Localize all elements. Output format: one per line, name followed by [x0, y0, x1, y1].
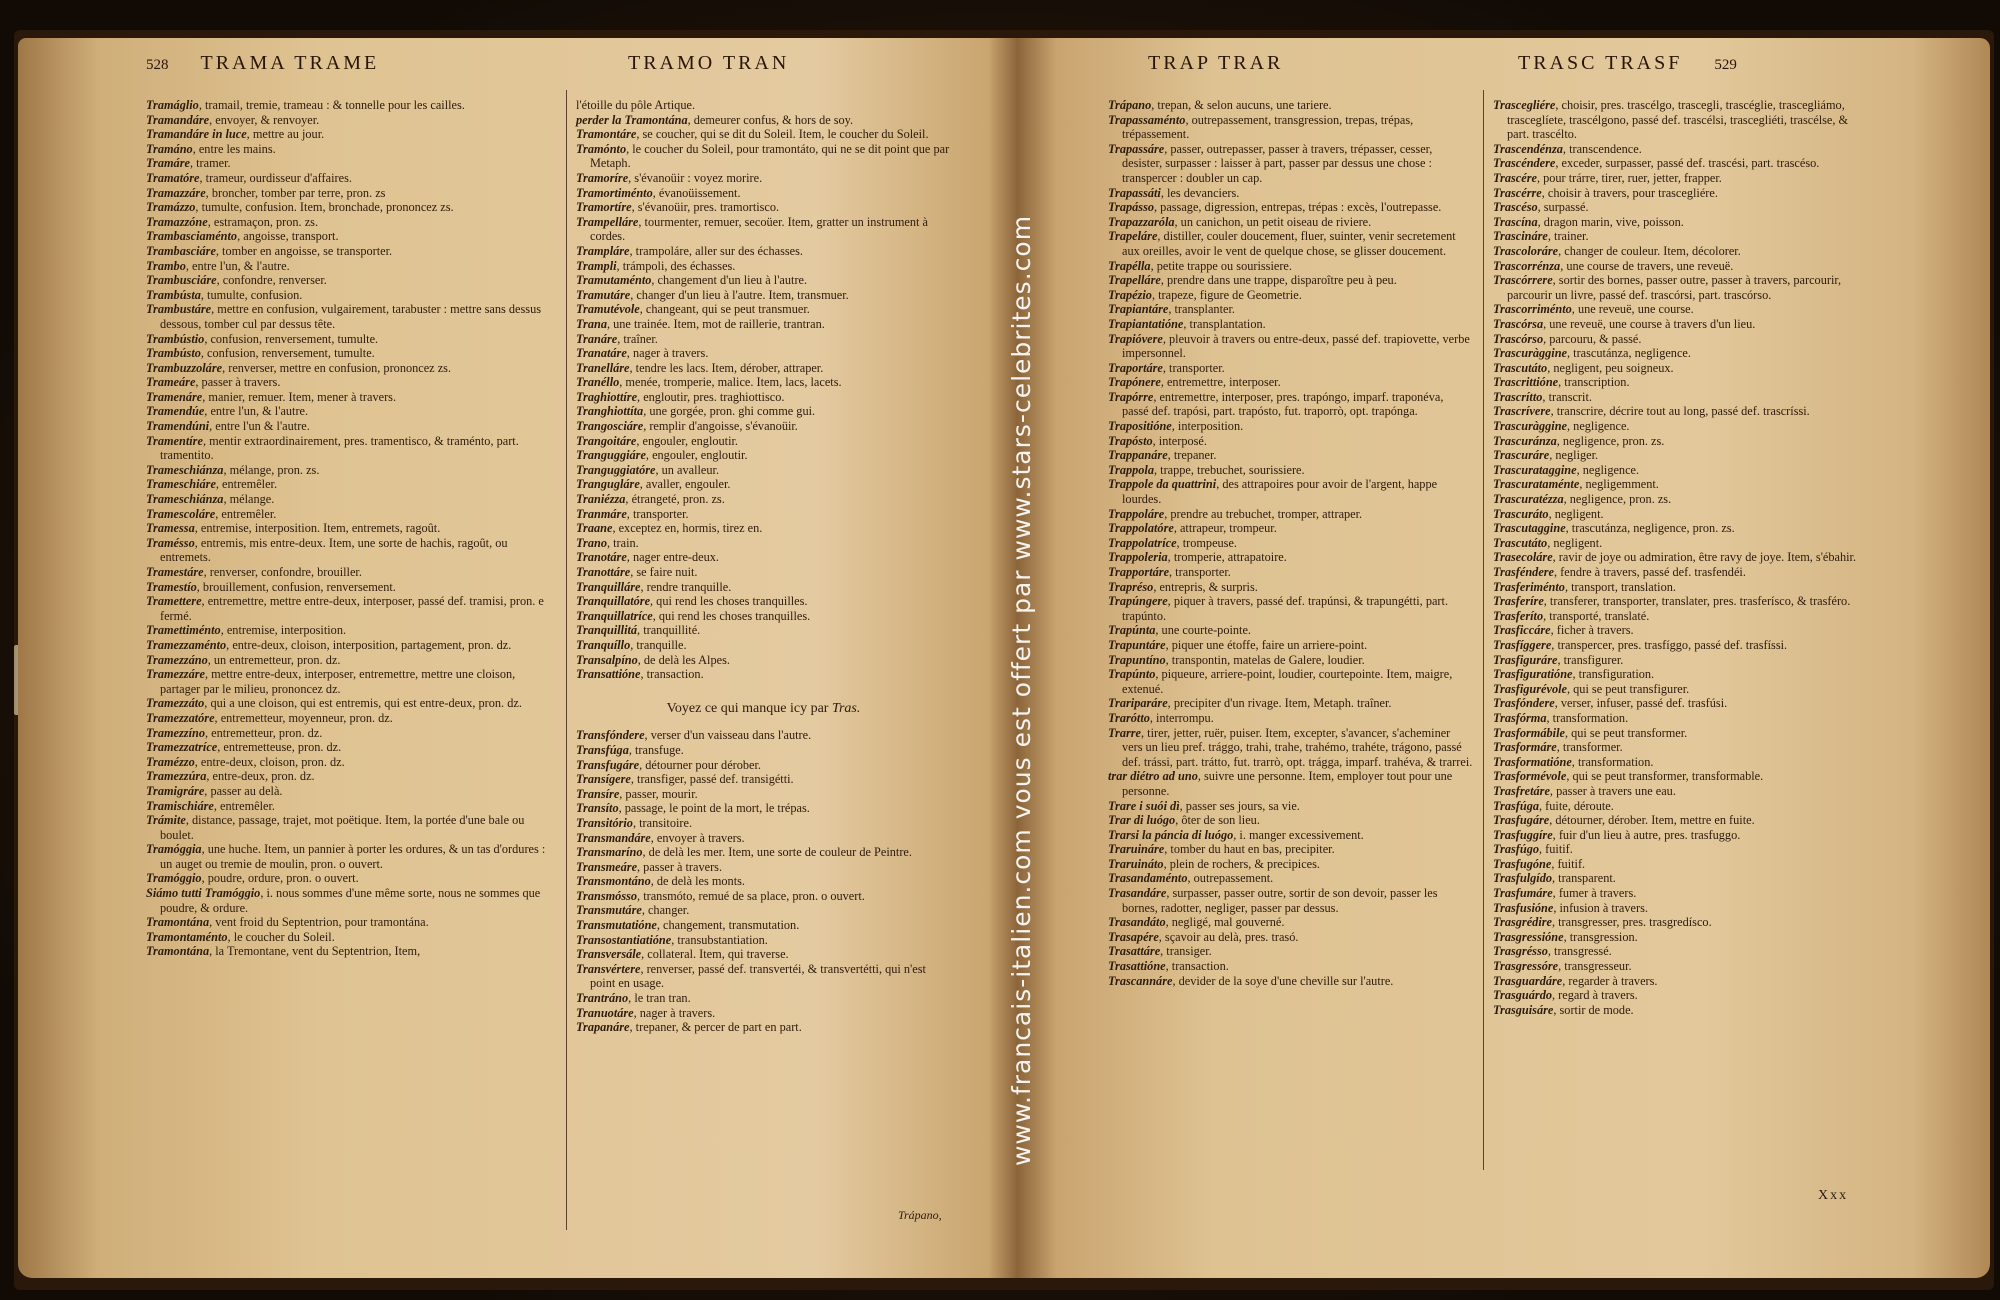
dictionary-entry: Trascutáto, negligent.	[1493, 535, 1603, 550]
dictionary-entry: Trascuràggine, negligence.	[1493, 419, 1630, 434]
dictionary-entry: Trapióvere, pleuvoir à travers ou entre-deux, passé def. trapiovette, verbe impersonnel.	[1108, 331, 1470, 361]
catchword: Trápano,	[898, 1208, 942, 1222]
dictionary-entry: Trasformévole, qui se peut transformer, transformable.	[1493, 769, 1764, 784]
dictionary-entry: Trapórre, entremettre, interposer, pres. trapóngo, imparf. traponéva, passé def. trapósi, part. trapósto, fut. traporrò, opt. trapónga.	[1108, 389, 1444, 419]
dictionary-entry: Tramontána, la Tremontane, vent du Septentrion, Item,	[146, 944, 421, 959]
dictionary-entry: Trascuràggine, trascutánza, negligence.	[1493, 346, 1691, 361]
right-running-head-2: TRASC TRASF	[1518, 52, 1683, 74]
dictionary-entry: Tramazzóne, estramaçon, pron. zs.	[146, 214, 319, 229]
left-page	[18, 38, 1018, 1278]
dictionary-entry: Trampelláre, tourmenter, remuer, secoüer. Item, gratter un instrument à cordes.	[576, 214, 928, 244]
dictionary-entry: Trascérre, choisir à travers, pour trascegliére.	[1493, 185, 1718, 200]
dictionary-entry: Tramáre, tramer.	[146, 156, 231, 171]
dictionary-entry: Trappoláre, prendre au trebuchet, tromper, attraper.	[1108, 506, 1363, 521]
left-col2-entries-bottom	[576, 728, 951, 1034]
dictionary-entry: Tranquilláre, rendre tranquille.	[576, 579, 732, 594]
right-page	[1018, 38, 1990, 1278]
dictionary-entry: Transitório, transitoire.	[576, 815, 693, 830]
dictionary-entry: Trasfretáre, passer à travers une eau.	[1493, 783, 1676, 798]
dictionary-entry: Trapónere, entremettre, interposer.	[1108, 375, 1281, 390]
dictionary-entry: Trasféndere, fendre à travers, passé def. trasfendéi.	[1493, 565, 1746, 579]
dictionary-entry: Trapportáre, transporter.	[1108, 565, 1231, 579]
dictionary-entry: Tranuotáre, nager à travers.	[576, 1005, 716, 1020]
dictionary-entry: Trare i suói dì, passer ses jours, sa vie.	[1108, 798, 1300, 813]
left-page-column-2	[576, 98, 951, 1035]
right-page-header-1	[1148, 52, 1283, 75]
dictionary-entry: Traghiottíre, engloutir, pres. traghiottisco.	[576, 389, 785, 404]
dictionary-entry: Tranáre, traîner.	[576, 331, 658, 346]
dictionary-entry: Trappoleria, tromperie, attrapatoire.	[1108, 550, 1287, 565]
dictionary-entry: Tramischiáre, entremêler.	[146, 798, 275, 813]
dictionary-entry: Trapositióne, interposition.	[1108, 419, 1244, 434]
dictionary-entry: Trascoloráre, changer de couleur. Item, décolorer.	[1493, 243, 1741, 258]
dictionary-entry: Trasgrédire, transgresser, pres. trasgredísco.	[1493, 915, 1712, 930]
dictionary-entry: Tramóggio, poudre, ordure, pron. o ouvert.	[146, 871, 359, 886]
dictionary-entry: Trambustáre, mettre en confusion, vulgairement, tarabuster : mettre sans dessus dessous, tomber cul par dessus tête.	[146, 302, 542, 331]
dictionary-entry: Trascéso, surpassé.	[1493, 200, 1589, 215]
dictionary-entry: Tramontáre, se coucher, qui se dit du Soleil. Item, le coucher du Soleil.	[576, 127, 929, 142]
dictionary-entry: Tranquíllo, tranquille.	[576, 637, 687, 652]
dictionary-entry: Trascannáre, devider de la soye d'une cheville sur l'autre.	[1108, 973, 1394, 988]
dictionary-entry: Trappola, trappe, trebuchet, sourissiere.	[1108, 462, 1305, 477]
dictionary-entry: Trápano, trepan, & selon aucuns, une tariere.	[1108, 98, 1332, 112]
dictionary-entry: Trarre, tirer, jetter, ruër, puiser. Item, excepter, s'avancer, s'acheminer vers un lieu pref. trággo, trahi, trahe, trahémo, trahéte, trágono, passé def. trássi, part. trátto, fut. trarrò, opt. trágga, imparf. trahéva, & trarrei.	[1108, 725, 1473, 769]
dictionary-entry: Trascorrénza, une course de travers, une reveuë.	[1493, 258, 1734, 273]
dictionary-entry: Tramenáre, manier, remuer. Item, mener à travers.	[146, 389, 397, 404]
dictionary-entry: Tramazzáre, broncher, tomber par terre, pron. zs	[146, 185, 386, 200]
dictionary-entry: Trapuntáre, piquer une étoffe, faire un arriere-point.	[1108, 637, 1368, 652]
dictionary-entry: Trascórsa, une reveuë, une course à travers d'un lieu.	[1493, 316, 1756, 331]
dictionary-entry: Trascurataggine, negligence.	[1493, 462, 1640, 477]
dictionary-entry: Tramestío, brouillement, confusion, renversement.	[146, 579, 396, 594]
left-page-header-2	[628, 52, 789, 75]
dictionary-entry: Tramettere, entremettre, mettre entre-deux, interposer, passé def. tramisi, pron. e fermé.	[146, 594, 544, 623]
dictionary-entry: Trascuránza, negligence, pron. zs.	[1493, 433, 1665, 448]
dictionary-entry: Trasandáto, negligé, mal gouverné.	[1108, 915, 1285, 930]
dictionary-entry: Trascorriménto, une reveuë, une course.	[1493, 302, 1694, 317]
dictionary-entry: Trapiantáre, transplanter.	[1108, 302, 1235, 317]
dictionary-entry: Tranatáre, nager à travers.	[576, 346, 709, 361]
dictionary-entry: Trampli, trámpoli, des échasses.	[576, 258, 736, 273]
dictionary-entry: Trangugláre, avaller, engouler.	[576, 477, 731, 492]
dictionary-entry: Siámo tutti Tramóggio, i. nous sommes d'une même sorte, nous ne sommes que poudre, & ordure.	[146, 886, 541, 915]
left-page-number: 528	[146, 57, 169, 73]
dictionary-entry: Trapassaménto, outrepassement, transgression, trepas, trépas, trépassement.	[1108, 112, 1414, 142]
dictionary-entry: Transmutáre, changer.	[576, 903, 690, 918]
dictionary-entry: Tramescoláre, entremêler.	[146, 506, 277, 521]
dictionary-entry: Trar di luógo, ôter de son lieu.	[1108, 813, 1260, 828]
dictionary-entry: Trasandaménto, outrepassement.	[1108, 871, 1274, 886]
dictionary-entry: Trarsi la páncia di luógo, i. manger excessivement.	[1108, 827, 1364, 842]
dictionary-entry: Tranmáre, transporter.	[576, 506, 689, 521]
dictionary-entry: Tramendúni, entre l'un & l'autre.	[146, 419, 310, 434]
column-rule	[1483, 90, 1484, 1170]
dictionary-entry: Trapassáti, les devanciers.	[1108, 185, 1240, 200]
dictionary-entry: Tramigráre, passer au delà.	[146, 783, 283, 798]
dictionary-entry: perder la Tramontána, demeurer confus, & hors de soy.	[576, 112, 854, 127]
dictionary-entry: Transostantiatióne, transubstantiation.	[576, 932, 768, 947]
dictionary-entry: Tramoríre, s'évanoüir : voyez morire.	[576, 170, 763, 185]
dictionary-entry: Trana, une trainée. Item, mot de raillerie, trantran.	[576, 316, 825, 331]
dictionary-entry: Transmaríno, de delà les mer. Item, une sorte de couleur de Peintre.	[576, 845, 912, 860]
dictionary-entry: Trantráno, le tran tran.	[576, 991, 691, 1006]
dictionary-entry: Trapassáre, passer, outrepasser, passer à travers, trépasser, cesser, desister, surpasser : laisser à part, passer par dessus une chose : transpercer : doubler un cap.	[1108, 141, 1433, 185]
dictionary-entry: Tramandáre, envoyer, & renvoyer.	[146, 112, 320, 127]
dictionary-entry: Trappolatríce, trompeuse.	[1108, 535, 1237, 550]
dictionary-entry: Trasfuggíre, fuir d'un lieu à autre, pres. trasfuggo.	[1493, 827, 1741, 842]
dictionary-entry: Tramezzíno, entremetteur, pron. dz.	[146, 725, 323, 740]
dictionary-entry: Trasformatióne, transformation.	[1493, 754, 1654, 769]
dictionary-entry: Trascórrere, sortir des bornes, passer outre, passer à travers, parcourir, parcourir un livre, passé def. trascórsi, part. trascórso.	[1493, 273, 1842, 302]
dictionary-entry: Tramóggia, une huche. Item, un pannier à porter les ordures, & un tas d'ordures : un auget ou tremie de moulin, pron. o ouvert.	[146, 842, 546, 871]
dictionary-entry: Tranguggiatóre, un avalleur.	[576, 462, 720, 477]
dictionary-entry: Transalpíno, de delà les Alpes.	[576, 652, 730, 667]
dictionary-entry: Tramortiménto, évanoüissement.	[576, 185, 741, 200]
dictionary-entry: Trapiantatióne, transplantation.	[1108, 316, 1266, 331]
dictionary-entry: Trascére, pour trárre, tirer, ruer, jetter, frapper.	[1493, 170, 1722, 185]
dictionary-entry: Transmeáre, passer à travers.	[576, 859, 723, 874]
dictionary-entry: Trambústo, confusion, renversement, tumulte.	[146, 346, 375, 361]
dictionary-entry: Tramandáre in luce, mettre au jour.	[146, 127, 325, 142]
dictionary-entry: Trano, train.	[576, 535, 639, 550]
dictionary-entry: Tramezzáno, un entremetteur, pron. dz.	[146, 652, 341, 667]
dictionary-entry: Trasferíre, transferer, transporter, translater, pres. trasferísco, & trasféro.	[1493, 594, 1851, 609]
dictionary-entry: Trambasciaménto, angoisse, transport.	[146, 229, 339, 244]
dictionary-entry: Trapelláre, prendre dans une trappe, disparoître peu à peu.	[1108, 273, 1397, 288]
dictionary-entry: Trappole da quattrini, des attrapoires pour avoir de l'argent, happe lourdes.	[1108, 477, 1438, 507]
dictionary-entry: Tramónto, le coucher du Soleil, pour tramontáto, qui ne se dit point que par Metaph.	[576, 141, 950, 171]
dictionary-entry: Transmontáno, de delà les monts.	[576, 874, 745, 889]
dictionary-entry: Trasfusióne, infusion à travers.	[1493, 900, 1648, 915]
dictionary-entry: Tramutáre, changer d'un lieu à l'autre. Item, transmuer.	[576, 287, 849, 302]
dictionary-entry: Trasfugóne, fuitif.	[1493, 856, 1586, 871]
dictionary-entry: Trangoitáre, engouler, engloutir.	[576, 433, 738, 448]
dictionary-entry: Trascrítto, transcrit.	[1493, 389, 1592, 404]
dictionary-entry: Trasattióne, transaction.	[1108, 959, 1229, 974]
dictionary-entry: Transíto, passage, le point de la mort, le trépas.	[576, 801, 810, 816]
dictionary-entry: Tramutaménto, changement d'un lieu à l'autre.	[576, 273, 808, 288]
dictionary-entry: Tramáno, entre les mains.	[146, 141, 276, 156]
left-running-head-1: TRAMA TRAME	[200, 52, 380, 74]
dictionary-entry: Tramezzaménto, entre-deux, cloison, interposition, partagement, pron. dz.	[146, 637, 512, 652]
dictionary-entry: Transmósso, transmóto, remué de sa place, pron. o ouvert.	[576, 888, 865, 903]
dictionary-entry: Trariparáre, precipiter d'un rivage. Item, Metaph. traîner.	[1108, 696, 1392, 711]
dictionary-entry: Trapúnto, piqueure, arriere-point, loudier, courtepointe. Item, maigre, extenué.	[1108, 667, 1453, 696]
right-page-column-2	[1493, 98, 1868, 1017]
dictionary-entry: Tramezzúra, entre-deux, pron. dz.	[146, 769, 315, 784]
dictionary-entry: Trasfigurévole, qui se peut transfigurer.	[1493, 681, 1690, 696]
column-rule	[566, 90, 567, 1230]
dictionary-entry: Tranghiottíta, une gorgée, pron. ghi comme gui.	[576, 404, 816, 419]
dictionary-entry: Trasgressóre, transgresseur.	[1493, 959, 1632, 974]
dictionary-entry: Trasferiménto, transport, translation.	[1493, 579, 1676, 594]
dictionary-entry: Trasfiguráre, transfigurer.	[1493, 652, 1624, 667]
dictionary-entry: Trascegliére, choisir, pres. trascélgo, trascegli, trascéglie, trascegliámo, trasceglíete, trascélgono, passé def. trascélsi, trascegliéti, trascélse, & part. trascélto.	[1493, 98, 1849, 142]
dictionary-entry: Tranéllo, menée, tromperie, malice. Item, lacs, lacets.	[576, 375, 842, 390]
dictionary-entry: Trasgrésso, transgressé.	[1493, 944, 1612, 959]
dictionary-entry: Trambusciáre, confondre, renverser.	[146, 273, 327, 288]
dictionary-entry: Trasfúga, fuite, déroute.	[1493, 798, 1614, 813]
dictionary-entry: Trasfúgo, fuitif.	[1493, 842, 1573, 857]
dictionary-entry: Trasformábile, qui se peut transformer.	[1493, 725, 1688, 740]
dictionary-entry: Trapúnta, une courte-pointe.	[1108, 623, 1251, 638]
dictionary-entry: Trascináre, trainer.	[1493, 229, 1589, 244]
dictionary-entry: Trascrittióne, transcription.	[1493, 375, 1630, 390]
dictionary-entry: Tranguggiáre, engouler, engloutir.	[576, 448, 748, 463]
dictionary-entry: Tramázzo, tumulte, confusion. Item, bronchade, prononcez zs.	[146, 200, 454, 215]
dictionary-entry: Transfúga, transfuge.	[576, 742, 684, 757]
dictionary-entry: Trascína, dragon marin, vive, poisson.	[1493, 214, 1684, 229]
dictionary-entry: Trasfóndere, verser, infuser, passé def. trasfúsi.	[1493, 696, 1728, 711]
dictionary-entry: Traportáre, transporter.	[1108, 360, 1225, 375]
dictionary-entry: Trapósto, interposé.	[1108, 433, 1207, 448]
dictionary-entry: Trasguárdo, regard à travers.	[1493, 988, 1638, 1003]
dictionary-entry: Trapásso, passage, digression, entrepas, trépas : excès, l'outrepasse.	[1108, 200, 1442, 215]
dictionary-entry: Transmutatióne, changement, transmutation.	[576, 918, 800, 933]
dictionary-entry: Tramézzo, entre-deux, cloison, pron. dz.	[146, 754, 345, 769]
dictionary-entry: Tramettiménto, entremise, interposition.	[146, 623, 347, 638]
dictionary-entry: Tramontána, vent froid du Septentrion, pour tramontána.	[146, 915, 429, 930]
dictionary-entry: Traane, exceptez en, hormis, tirez en.	[576, 521, 763, 536]
right-page-column-1	[1108, 98, 1473, 988]
dictionary-entry: Trascuráto, negligent.	[1493, 506, 1604, 521]
dictionary-entry: Trappolatóre, attrapeur, trompeur.	[1108, 521, 1277, 536]
dictionary-entry: Trasgressióne, transgression.	[1493, 929, 1638, 944]
dictionary-entry: Trampláre, trampoláre, aller sur des échasses.	[576, 243, 803, 258]
right-page-header-2	[1518, 52, 1737, 75]
dictionary-entry: Tramendúe, entre l'un, & l'autre.	[146, 404, 309, 419]
dictionary-entry: Trameschiánza, mélange.	[146, 492, 275, 507]
dictionary-entry: Transvértere, renverser, passé def. transvertéi, & transvertétti, qui n'est point en usage.	[576, 961, 926, 991]
dictionary-entry: Trascéndere, exceder, surpasser, passé def. trascési, part. trascéso.	[1493, 156, 1820, 171]
dictionary-entry: Traruináre, tomber du haut en bas, precipiter.	[1108, 842, 1335, 857]
dictionary-entry: Tramessa, entremise, interposition. Item, entremets, ragoût.	[146, 521, 441, 536]
dictionary-entry: Tramáglio, tramail, tremie, trameau : & tonnelle pour les cailles.	[146, 98, 465, 112]
dictionary-entry: Trasattáre, transiger.	[1108, 944, 1212, 959]
dictionary-entry: Traniézza, étrangeté, pron. zs.	[576, 492, 725, 507]
dictionary-entry: Trasfíggere, transpercer, pres. trasfíggo, passé def. trasfíssi.	[1493, 637, 1788, 652]
dictionary-entry: Trascrívere, transcrire, décrire tout au long, passé def. trascríssi.	[1493, 404, 1810, 419]
dictionary-entry: Transmandáre, envoyer à travers.	[576, 830, 745, 845]
dictionary-entry: Trapréso, entrepris, & surpris.	[1108, 579, 1258, 594]
watermark-text: www.francais-italien.com vous est offert par www.stars-celebrites.com	[1007, 214, 1037, 1166]
dictionary-entry: Trascuráre, negliger.	[1493, 448, 1599, 463]
dictionary-entry: Trasfumáre, fumer à travers.	[1493, 886, 1637, 901]
dictionary-entry: Trasecoláre, ravir de joye ou admiration, être ravy de joye. Item, s'ébahir.	[1493, 550, 1857, 565]
dictionary-entry: Trambo, entre l'un, & l'autre.	[146, 258, 290, 273]
open-book	[14, 30, 1994, 1290]
dictionary-entry: Trascutaggine, trascutánza, negligence, pron. zs.	[1493, 521, 1735, 536]
right-page-number: 529	[1714, 57, 1737, 73]
dictionary-entry: Trámite, distance, passage, trajet, mot poëtique. Item, la portée d'une bale ou boulet.	[146, 813, 525, 842]
dictionary-entry: Trameschiáre, entremêler.	[146, 477, 278, 492]
dictionary-entry: Trascuratézza, negligence, pron. zs.	[1493, 492, 1672, 507]
dictionary-entry: Trascutáto, negligent, peu soigneux.	[1493, 360, 1674, 375]
dictionary-entry: Trasfiguratióne, transfiguration.	[1493, 667, 1655, 682]
dictionary-entry: Tramezzáto, qui a une cloison, qui est entremis, qui est entre-deux, pron. dz.	[146, 696, 522, 711]
dictionary-entry: Trambústa, tumulte, confusion.	[146, 287, 303, 302]
dictionary-entry: Trameschiánza, mélange, pron. zs.	[146, 462, 320, 477]
dictionary-entry: Transígere, transfiger, passé def. transigétti.	[576, 772, 794, 787]
signature-mark: Xxx	[1818, 1188, 1849, 1203]
left-page-column-1	[146, 98, 556, 959]
dictionary-entry: Trasfórma, transformation.	[1493, 710, 1629, 725]
dictionary-entry: Trapélla, petite trappe ou sourissiere.	[1108, 258, 1292, 273]
dictionary-entry: Trascendénza, transcendence.	[1493, 141, 1642, 156]
dictionary-entry: Trasfulgído, transparent.	[1493, 871, 1616, 886]
cross-reference-notice	[576, 702, 951, 717]
dictionary-entry: Tranquillatóre, qui rend les choses tranquilles.	[576, 594, 808, 609]
dictionary-entry: Trasferíto, transporté, translaté.	[1493, 608, 1650, 623]
dictionary-entry: Trasapére, sçavoir au delà, pres. trasó.	[1108, 929, 1299, 944]
dictionary-entry: Tramestáre, renverser, confondre, brouiller.	[146, 565, 362, 579]
dictionary-entry: Tramezzatríce, entremetteuse, pron. dz.	[146, 740, 342, 755]
dictionary-entry: Tramontaménto, le coucher du Soleil.	[146, 929, 335, 944]
dictionary-entry: Tranelláre, tendre les lacs. Item, dérober, attraper.	[576, 360, 824, 375]
dictionary-entry: Trasformáre, transformer.	[1493, 740, 1623, 755]
left-running-head-2: TRAMO TRAN	[628, 52, 790, 74]
dictionary-entry: Tramésso, entremis, mis entre-deux. Item, une sorte de hachis, ragoût, ou entremets.	[146, 535, 508, 565]
dictionary-entry: Transversále, collateral. Item, qui traverse.	[576, 947, 789, 962]
dictionary-entry: Trapanáre, trepaner, & percer de part en part.	[576, 1020, 802, 1035]
right-running-head-1: TRAP TRAR	[1148, 52, 1284, 74]
left-col2-entries-top	[576, 98, 951, 682]
dictionary-entry: Tramentíre, mentir extraordinairement, pres. tramentisco, & traménto, part. tramentito.	[146, 433, 519, 463]
dictionary-entry: Trasguardáre, regarder à travers.	[1493, 973, 1658, 988]
dictionary-entry: Trasfugáre, détourner, dérober. Item, mettre en fuite.	[1493, 813, 1755, 828]
dictionary-entry: Traruináto, plein de rochers, & precipices.	[1108, 856, 1320, 871]
dictionary-entry: Trameáre, passer à travers.	[146, 375, 281, 390]
dictionary-entry: Trasficcáre, ficher à travers.	[1493, 623, 1634, 638]
dictionary-entry: Trasandáre, surpasser, passer outre, sortir de son devoir, passer les bornes, radotter, negliger, passer par dessus.	[1108, 886, 1438, 915]
notice-word: Tras.	[831, 700, 861, 716]
dictionary-entry: l'étoille du pôle Artique.	[576, 98, 696, 112]
dictionary-entry: trar diétro ad uno, suivre une personne. Item, employer tout pour une personne.	[1108, 769, 1453, 798]
dictionary-entry: Trapazzaróla, un canichon, un petit oiseau de riviere.	[1108, 214, 1372, 229]
dictionary-entry: Trarótto, interrompu.	[1108, 710, 1214, 725]
dictionary-entry: Trascurataménte, negligemment.	[1493, 477, 1659, 492]
dictionary-entry: Trambasciáre, tomber en angoisse, se transporter.	[146, 243, 393, 258]
dictionary-entry: Tranotáre, nager entre-deux.	[576, 550, 719, 565]
dictionary-entry: Tranquillitá, tranquillité.	[576, 623, 701, 638]
dictionary-entry: Trapuntíno, transpontin, matelas de Galere, loudier.	[1108, 652, 1365, 667]
dictionary-entry: Trangosciáre, remplir d'angoisse, s'évanoüir.	[576, 419, 798, 434]
dictionary-entry: Transfugáre, détourner pour dérober.	[576, 757, 761, 772]
dictionary-entry: Tramezzáre, mettre entre-deux, interposer, entremettre, mettre une cloison, partager par le milieu, prononcez dz.	[146, 667, 516, 696]
notice-text: Voyez ce qui manque icy par	[666, 700, 829, 716]
dictionary-entry: Tramatóre, trameur, ourdisseur d'affaires.	[146, 170, 352, 185]
dictionary-entry: Trambuzzoláre, renverser, mettre en confusion, prononcez zs.	[146, 360, 452, 375]
watermark	[1007, 170, 1037, 1210]
dictionary-entry: Trapeláre, distiller, couler doucement, fluer, suinter, venir secretement aux oreilles, avoir le vent de quelque chose, se glisser doucement.	[1108, 229, 1456, 258]
dictionary-entry: Trapúngere, piquer à travers, passé def. trapúnsi, & trapungétti, part. trapúnto.	[1108, 594, 1449, 623]
dictionary-entry: Trascórso, parcouru, & passé.	[1493, 331, 1642, 346]
dictionary-entry: Trasguisáre, sortir de mode.	[1493, 1002, 1634, 1017]
dictionary-entry: Transíre, passer, mourir.	[576, 786, 698, 801]
dictionary-entry: Trambústio, confusion, renversement, tumulte.	[146, 331, 379, 346]
dictionary-entry: Tramortíre, s'évanoüir, pres. tramortisco.	[576, 200, 780, 215]
dictionary-entry: Trapézio, trapeze, figure de Geometrie.	[1108, 287, 1302, 302]
dictionary-entry: Transfóndere, verser d'un vaisseau dans l'autre.	[576, 728, 812, 743]
dictionary-entry: Trappanáre, trepaner.	[1108, 448, 1217, 463]
dictionary-entry: Tramezzatóre, entremetteur, moyenneur, pron. dz.	[146, 710, 393, 725]
dictionary-entry: Tranottáre, se faire nuit.	[576, 565, 698, 579]
dictionary-entry: Transattióne, transaction.	[576, 667, 704, 682]
dictionary-entry: Tranquillatríce, qui rend les choses tranquilles.	[576, 608, 811, 623]
dictionary-entry: Tramutévole, changeant, qui se peut transmuer.	[576, 302, 810, 317]
left-page-header-1	[146, 52, 379, 75]
